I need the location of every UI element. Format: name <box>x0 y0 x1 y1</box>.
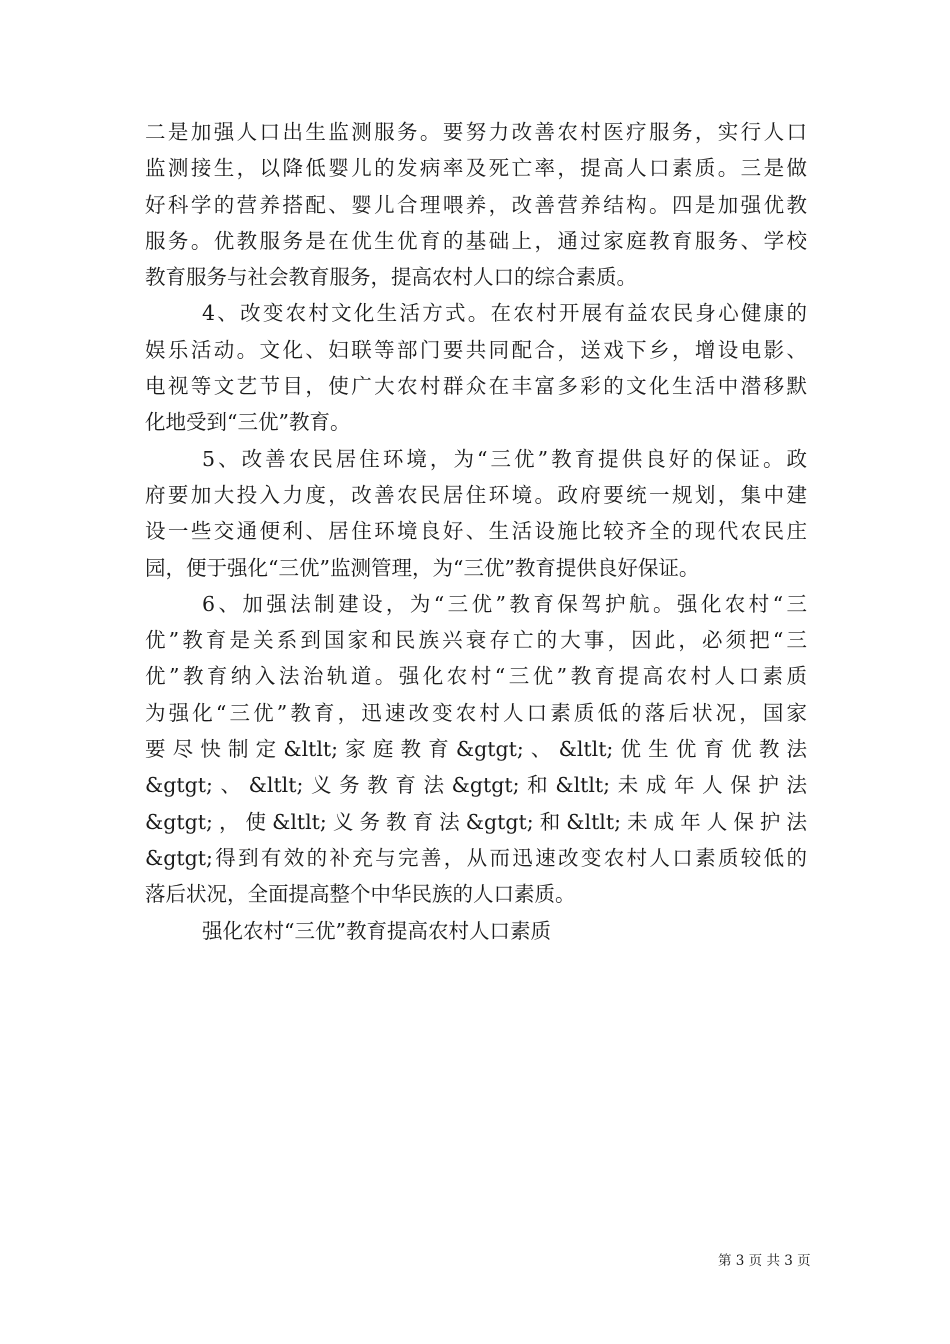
page-number-footer: 第 3 页 共 3 页 <box>718 1253 811 1269</box>
text-line: 化地受到“三优”教育。 <box>145 410 351 435</box>
text-line: &gtgt;得到有效的补充与完善，从而迅速改变农村人口素质较低的 <box>145 845 807 870</box>
text-line: 6、加强法制建设，为“三优”教育保驾护航。强化农村“三 <box>202 591 807 616</box>
text-line: 5、改善农民居住环境，为“三优”教育提供良好的保证。政 <box>202 446 807 471</box>
text-line: 园，便于强化“三优”监测管理，为“三优”教育提供良好保证。 <box>145 555 700 580</box>
text-line: 好科学的营养搭配、婴儿合理喂养，改善营养结构。四是加强优教 <box>145 192 807 217</box>
paragraph-5 <box>145 913 807 949</box>
text-line: 优”教育纳入法治轨道。强化农村“三优”教育提高农村人口素质 <box>145 664 807 689</box>
text-line: &gtgt;，使&ltlt;义务教育法&gtgt;和&ltlt;未成年人保护法 <box>145 809 807 834</box>
text-line: 二是加强人口出生监测服务。要努力改善农村医疗服务，实行人口 <box>145 120 807 144</box>
paragraph-1 <box>145 114 807 295</box>
text-line: 要尽快制定&ltlt;家庭教育&gtgt;、&ltlt;优生优育优教法 <box>145 737 807 762</box>
text-line: 设一些交通便利、居住环境良好、生活设施比较齐全的现代农民庄 <box>145 519 807 544</box>
text-line: 监测接生，以降低婴儿的发病率及死亡率，提高人口素质。三是做 <box>145 156 807 181</box>
text-line: 优”教育是关系到国家和民族兴衰存亡的大事，因此，必须把“三 <box>145 628 807 653</box>
text-line: 强化农村“三优”教育提高农村人口素质 <box>202 918 551 943</box>
text-line: 电视等文艺节目，使广大农村群众在丰富多彩的文化生活中潜移默 <box>145 374 807 399</box>
paragraph-4 <box>145 586 807 913</box>
text-line: 4、改变农村文化生活方式。在农村开展有益农民身心健康的 <box>202 301 807 326</box>
text-line: 教育服务与社会教育服务，提高农村人口的综合素质。 <box>145 265 637 290</box>
document-body <box>145 114 807 949</box>
text-line: 为强化“三优”教育，迅速改变农村人口素质低的落后状况，国家 <box>145 700 807 725</box>
text-line: 落后状况，全面提高整个中华民族的人口素质。 <box>145 882 576 907</box>
text-line: 服务。优教服务是在优生优育的基础上，通过家庭教育服务、学校 <box>145 228 807 253</box>
text-line: 娱乐活动。文化、妇联等部门要共同配合，送戏下乡，增设电影、 <box>145 337 807 362</box>
text-line: &gtgt;、&ltlt;义务教育法&gtgt;和&ltlt;未成年人保护法 <box>145 773 807 798</box>
text-line: 府要加大投入力度，改善农民居住环境。政府要统一规划，集中建 <box>145 482 807 507</box>
paragraph-2 <box>145 295 807 440</box>
paragraph-3 <box>145 441 807 586</box>
